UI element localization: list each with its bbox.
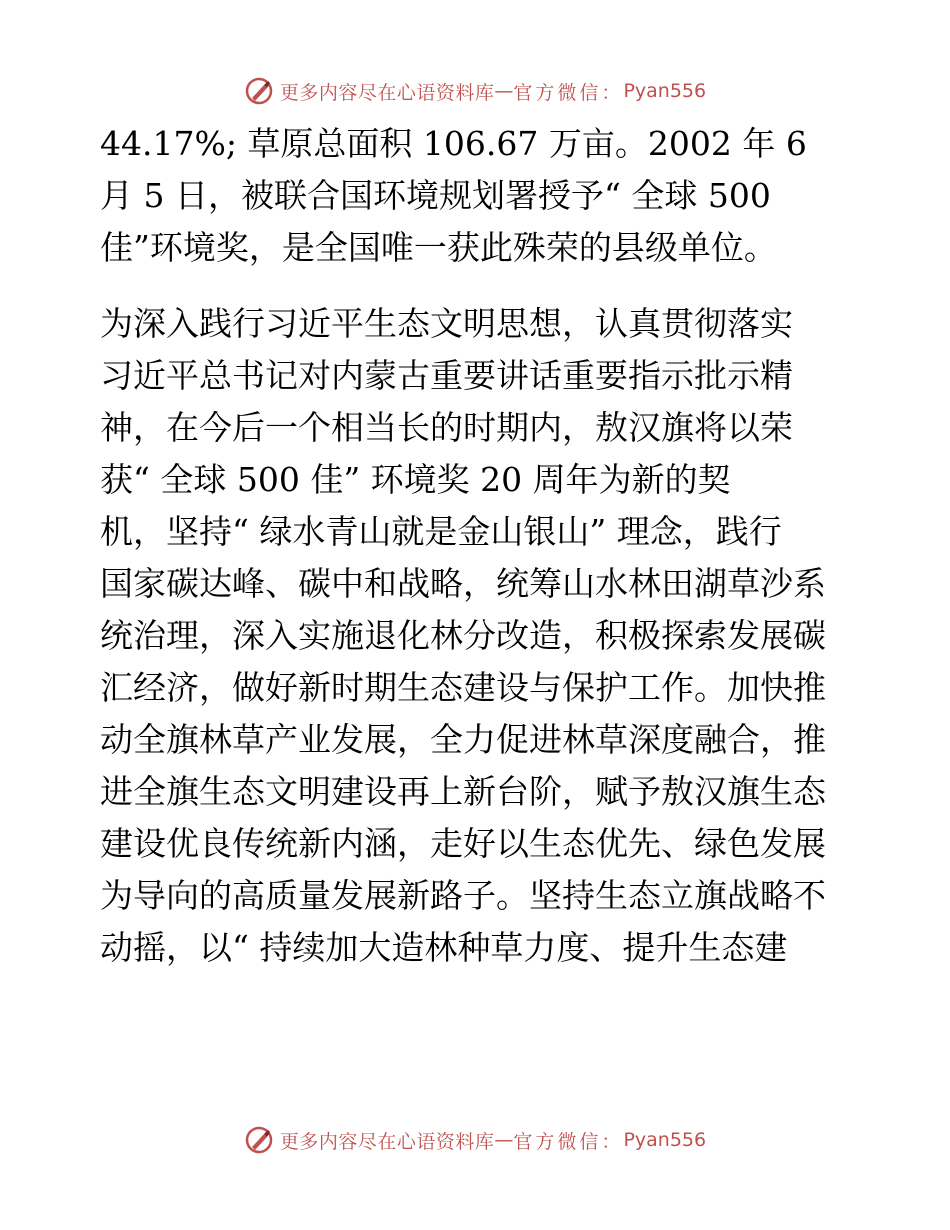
watermark-separator: — <box>494 1129 514 1151</box>
text-line: 汇经济，做好新时期生态建设与保护工作。加快推 <box>100 668 826 707</box>
red-pen-logo-icon <box>244 76 274 106</box>
text-line: 为深入践行习近平生态文明思想，认真贯彻落实 <box>100 304 793 343</box>
text-line: 获“ 全球 500 佳” 环境奖 20 周年为新的契 <box>100 460 731 499</box>
text-line: 神，在今后一个相当长的时期内，敖汉旗将以荣 <box>100 408 793 447</box>
document-body <box>100 118 850 974</box>
paragraph <box>100 118 850 274</box>
watermark-separator: — <box>494 80 514 102</box>
watermark-wechat-label: 官方微信： <box>513 1130 624 1153</box>
header-watermark <box>0 76 950 106</box>
text-line: 进全旗生态文明建设再上新台阶，赋予敖汉旗生态 <box>100 772 826 811</box>
text-line: 机，坚持“ 绿水青山就是金山银山” 理念，践行 <box>100 512 782 551</box>
text-line: 为导向的高质量发展新路子。坚持生态立旗战略不 <box>100 876 826 915</box>
text-line: 44.17%; 草原总面积 106.67 万亩。2002 年 6 <box>100 124 807 163</box>
text-line: 国家碳达峰、碳中和战略，统筹山水林田湖草沙系 <box>100 564 826 603</box>
watermark-main-text: 更多内容尽在心语资料库 <box>279 1130 495 1153</box>
text-line: 动摇，以“ 持续加大造林种草力度、提升生态建 <box>100 928 788 967</box>
watermark-main-text: 更多内容尽在心语资料库 <box>279 81 495 104</box>
text-line: 统治理，深入实施退化林分改造，积极探索发展碳 <box>100 616 826 655</box>
watermark-wechat-id: Pyan556 <box>623 1129 707 1151</box>
watermark-wechat-label: 官方微信： <box>513 81 624 104</box>
watermark-wechat-id: Pyan556 <box>623 80 707 102</box>
text-line: 动全旗林草产业发展，全力促进林草深度融合，推 <box>100 720 826 759</box>
text-line: 习近平总书记对内蒙古重要讲话重要指示批示精 <box>100 356 793 395</box>
text-line: 月 5 日，被联合国环境规划署授予“ 全球 500 <box>100 176 771 215</box>
text-line: 建设优良传统新内涵，走好以生态优先、绿色发展 <box>100 824 826 863</box>
paragraph <box>100 298 850 974</box>
text-line: 佳”环境奖，是全国唯一获此殊荣的县级单位。 <box>100 228 777 267</box>
red-pen-logo-icon <box>244 1125 274 1155</box>
footer-watermark <box>0 1125 950 1155</box>
